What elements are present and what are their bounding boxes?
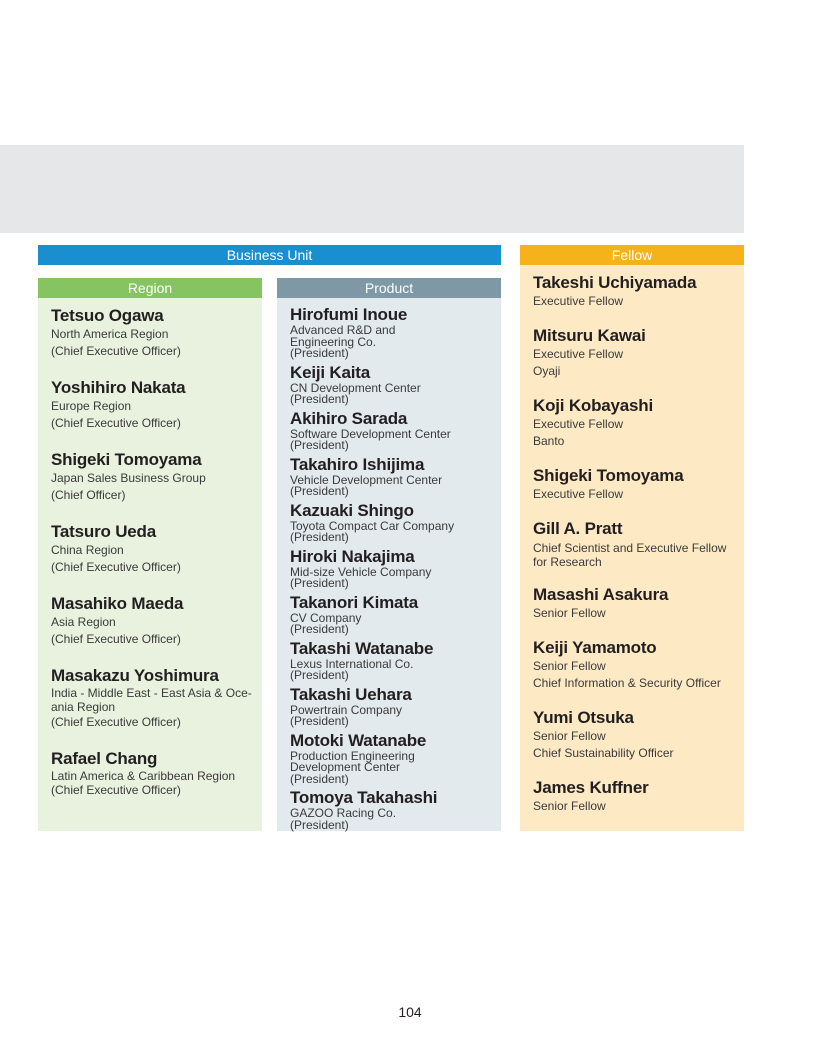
person-role: Latin America & Caribbean Region: [51, 769, 236, 783]
page-number: 104: [398, 1004, 422, 1020]
region-person: [51, 306, 262, 360]
fellow-panel: [520, 245, 744, 831]
person-role: Mid-size Vehicle Company: [290, 564, 432, 579]
person-role: Senior Fellow: [533, 729, 606, 743]
person-role: CN Development Center: [290, 380, 421, 395]
person-role: Senior Fellow: [533, 606, 606, 620]
product-person: [290, 593, 501, 636]
person-role: Chief Scientist and Executive Fellow for Research: [533, 541, 727, 569]
person-role: (President): [290, 392, 349, 406]
fellow-person: [533, 273, 744, 310]
person-role: Software Development Center: [290, 426, 451, 441]
product-person: [290, 501, 501, 544]
person-role: Executive Fellow: [533, 487, 624, 501]
region-person: [51, 522, 262, 576]
person-name: Masahiko Maeda: [51, 594, 184, 613]
person-role: Chief Information & Security Officer: [533, 676, 721, 690]
person-name: Takeshi Uchiyamada: [533, 273, 697, 292]
person-name: Mitsuru Kawai: [533, 326, 646, 345]
person-role: (President): [290, 817, 349, 832]
product-header: Product: [277, 278, 501, 298]
person-name: Kazuaki Shingo: [290, 500, 414, 520]
person-role: (Chief Executive Officer): [51, 344, 181, 358]
person-name: Takanori Kimata: [290, 592, 419, 612]
product-panel: [277, 278, 501, 831]
person-name: Tetsuo Ogawa: [51, 306, 164, 325]
person-role: Senior Fellow: [533, 659, 606, 673]
person-role: North America Region: [51, 327, 169, 341]
person-name: Tomoya Takahashi: [290, 788, 438, 807]
fellow-list: [520, 265, 744, 815]
person-role: Oyaji: [533, 364, 561, 378]
person-role: (Chief Executive Officer): [51, 715, 181, 729]
product-list: [277, 298, 501, 831]
person-role: Europe Region: [51, 399, 132, 413]
person-role: (President): [290, 668, 349, 682]
person-role: (Chief Executive Officer): [51, 783, 181, 797]
person-name: Motoki Watanabe: [290, 730, 427, 750]
person-role: (President): [290, 438, 349, 452]
person-role: (President): [290, 771, 349, 786]
region-person: [51, 666, 262, 731]
person-name: Akihiro Sarada: [290, 408, 408, 428]
product-person: [290, 409, 501, 452]
person-role: Executive Fellow: [533, 347, 624, 361]
person-role: (President): [290, 622, 349, 636]
person-role: (Chief Officer): [51, 488, 126, 502]
person-role: Japan Sales Business Group: [51, 471, 206, 485]
person-role: Senior Fellow: [533, 799, 606, 813]
person-role: Vehicle Development Center: [290, 472, 443, 487]
person-role: Banto: [533, 434, 565, 448]
person-name: Keiji Yamamoto: [533, 638, 657, 657]
person-name: Rafael Chang: [51, 749, 158, 768]
person-role: Engineering Co.: [290, 334, 377, 349]
person-role: Advanced R&D and: [290, 323, 396, 337]
person-name: Yoshihiro Nakata: [51, 378, 186, 397]
header-gray-band: [0, 145, 744, 233]
region-panel: [38, 278, 262, 831]
person-role: Production Engineering: [290, 748, 415, 763]
product-person: [290, 455, 501, 498]
person-role: Executive Fellow: [533, 294, 624, 308]
person-name: Masakazu Yoshimura: [51, 666, 219, 685]
fellow-person: [533, 778, 744, 815]
person-name: Masashi Asakura: [533, 585, 669, 604]
person-name: Tatsuro Ueda: [51, 522, 156, 541]
fellow-person: [533, 396, 744, 450]
fellow-person: [533, 519, 744, 569]
person-name: Keiji Kaita: [290, 362, 370, 382]
fellow-person: [533, 466, 744, 503]
person-name: James Kuffner: [533, 778, 649, 797]
region-list: [38, 298, 262, 797]
person-role: Lexus International Co.: [290, 656, 414, 671]
region-person: [51, 378, 262, 432]
region-person: [51, 749, 262, 797]
person-role: (President): [290, 530, 349, 544]
person-role: (Chief Executive Officer): [51, 560, 181, 574]
person-role: (Chief Executive Officer): [51, 416, 181, 430]
person-role: CV Company: [290, 610, 362, 625]
person-role: (President): [290, 484, 349, 498]
person-role: (President): [290, 576, 349, 590]
person-role: (President): [290, 714, 349, 728]
business-unit-header: Business Unit: [38, 245, 501, 265]
person-role: China Region: [51, 543, 124, 557]
person-role: Powertrain Company: [290, 702, 403, 717]
person-role: Chief Sustainability Officer: [533, 746, 674, 760]
product-person: [290, 788, 501, 831]
region-header: Region: [38, 278, 262, 298]
person-role: Toyota Compact Car Company: [290, 518, 455, 533]
person-role: GAZOO Racing Co.: [290, 806, 397, 820]
person-role: Development Center: [290, 760, 401, 774]
person-name: Gill A. Pratt: [533, 519, 623, 538]
person-name: Takashi Watanabe: [290, 638, 434, 658]
fellow-person: [533, 708, 744, 762]
person-role: India - Middle East - East Asia & Oce-ania Region: [51, 686, 252, 714]
person-name: Shigeki Tomoyama: [51, 450, 202, 469]
product-person: [290, 305, 501, 360]
product-person: [290, 547, 501, 590]
person-name: Takahiro Ishijima: [290, 454, 425, 474]
person-name: Shigeki Tomoyama: [533, 466, 684, 485]
person-role: Executive Fellow: [533, 417, 624, 431]
region-person: [51, 450, 262, 504]
product-person: [290, 685, 501, 728]
product-person: [290, 731, 501, 786]
fellow-header: Fellow: [520, 245, 744, 265]
product-person: [290, 639, 501, 682]
person-name: Hirofumi Inoue: [290, 305, 408, 324]
fellow-person: [533, 638, 744, 692]
person-name: Hiroki Nakajima: [290, 546, 415, 566]
fellow-person: [533, 326, 744, 380]
person-name: Takashi Uehara: [290, 684, 412, 704]
person-name: Yumi Otsuka: [533, 708, 634, 727]
person-role: (President): [290, 346, 349, 360]
person-role: (Chief Executive Officer): [51, 632, 181, 646]
person-name: Koji Kobayashi: [533, 396, 654, 415]
person-role: Asia Region: [51, 615, 116, 629]
region-person: [51, 594, 262, 648]
product-person: [290, 363, 501, 406]
fellow-person: [533, 585, 744, 622]
